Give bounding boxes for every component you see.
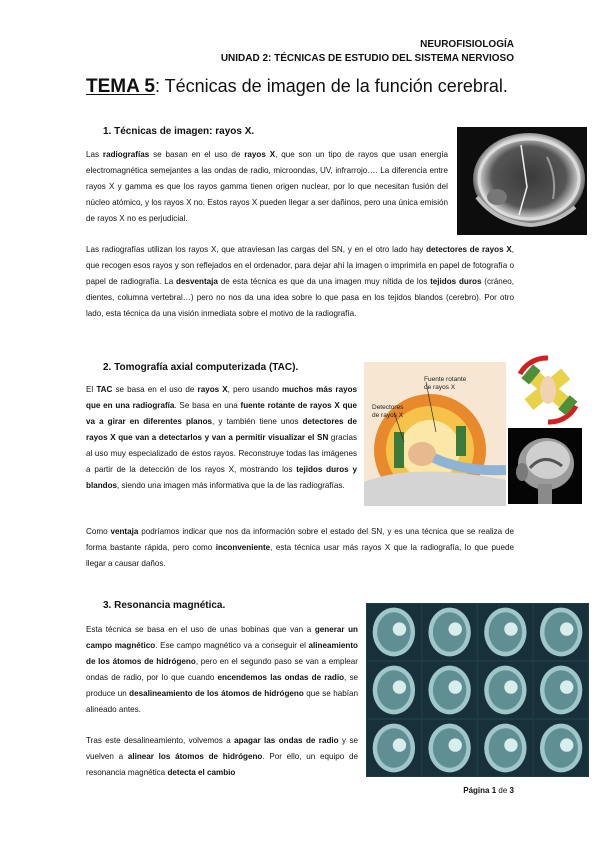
tac-source-label: Fuente rotante de rayos X [424, 376, 467, 391]
tac-scanner-illustration [364, 362, 506, 506]
text-run: se basa en el uso de [112, 385, 198, 394]
text-run: y se vuelven a [86, 736, 359, 761]
mri-slice [367, 604, 421, 660]
section2-paragraph1 [86, 382, 357, 494]
text-run: , y también tiene unos [212, 417, 303, 426]
footer-current: 1 [491, 786, 497, 795]
section1-paragraph2 [86, 242, 514, 322]
text-run: El [86, 385, 97, 394]
text-run: generar un campo magnético [86, 625, 358, 650]
skull-xray-image [457, 127, 587, 235]
mri-slice [534, 604, 588, 660]
mri-slice [534, 720, 588, 776]
section2-heading: 2. Tomografía axial computerizada (TAC). [103, 362, 299, 373]
mri-slices-grid [366, 603, 589, 777]
text-run: detecta el cambio [167, 768, 236, 777]
text-run: encendemos las ondas de radio [217, 673, 345, 682]
text-run: rayos X [197, 385, 228, 394]
section3-heading: 3. Resonancia magnética. [103, 600, 226, 611]
mri-slice [479, 662, 533, 718]
text-run: tejidos duros y blandos [86, 465, 357, 490]
tac-detectors-label: Detectores de rayos X [372, 404, 404, 419]
text-run: , siendo una imagen más informativa que la de las radiografías. [117, 481, 345, 490]
text-run: . Ese campo magnético va a conseguir el [155, 641, 309, 650]
text-run: . Se basa en una [174, 401, 241, 410]
section2-paragraph2 [86, 524, 514, 572]
text-run: de esta técnica es que da una imagen muy nítida de los [217, 277, 431, 286]
text-run: , que recogen esos rayos y son reflejados en el ordenador, para dejar ahí la imagen o imprimirla en papel de fotografía o papel de radiografía. La [86, 245, 514, 286]
text-run: desalineamiento de los átomos de hidrógeno [129, 689, 304, 698]
mri-slice [423, 662, 477, 718]
title-rest: : Técnicas de imagen de la función cerebral. [154, 76, 508, 96]
text-run: TAC [96, 385, 113, 394]
page-number [463, 786, 514, 795]
text-run: se basan en el uso de [149, 150, 245, 159]
header-subject: NEUROFISIOLOGÍA [420, 39, 514, 50]
text-run: alineamiento de los átomos de hidrógeno [86, 641, 358, 666]
text-run: Las radiografías utilizan los rayos X, que atraviesan las cargas del SN, y en el otro lado hay [86, 245, 427, 254]
header-unit: UNIDAD 2: TÉCNICAS DE ESTUDIO DEL SISTEMA NERVIOSO [220, 53, 514, 64]
footer-total: 3 [509, 786, 514, 795]
text-run: apagar las ondas de radio [234, 736, 339, 745]
text-run: Esta técnica se basa en el uso de unas bobinas que van a [86, 625, 315, 634]
text-run: tejidos duros [430, 277, 482, 286]
sagittal-head-scan [508, 428, 582, 504]
text-run: gracias al uso muy especializado de estos rayos. Reconstruye todas las imágenes a partir de la detección de los rayos X, mostrando los [86, 433, 357, 474]
mri-slice [423, 720, 477, 776]
text-run: inconveniente [215, 543, 271, 552]
mri-slice [479, 720, 533, 776]
section1-heading: 1. Técnicas de imagen: rayos X. [103, 126, 255, 137]
page-title [86, 76, 508, 98]
text-run: fuente rotante de rayos X que va a girar en diferentes planos [86, 401, 357, 426]
text-run: desventaja [176, 277, 218, 286]
text-run: detectores de rayos X que van a detectarlos y van a permitir visualizar el SN [86, 417, 357, 442]
text-run: muchos más rayos que en una radiografía [86, 385, 358, 410]
text-run: , pero usando [227, 385, 282, 394]
footer-pagina: Página [463, 786, 490, 795]
mri-slice [367, 662, 421, 718]
text-run: alinear los átomos de hidrógeno [127, 752, 263, 761]
text-run: Tras este desalineamiento, volvemos a [86, 736, 235, 745]
mri-slice [367, 720, 421, 776]
footer-de: de [498, 786, 508, 795]
section3-paragraph1 [86, 622, 358, 718]
text-run: podríamos indicar que nos da información sobre el estado del SN, y es una técnica que se realiza de forma bastante rápida, pero como [86, 527, 514, 552]
mri-slice [534, 662, 588, 718]
text-run: (cráneo, dientes, columna vertebral…) pero no nos da una idea sobre lo que pasa en los tejidos blandos (cerebro). Por otro lado, esta técnica da una visión inmediata sobre el motivo de la radiografía. [86, 277, 514, 318]
section1-paragraph1 [86, 147, 448, 227]
mri-slice [479, 604, 533, 660]
text-run: rayos X [244, 150, 276, 159]
text-run: radiografías [102, 150, 150, 159]
text-run: Las [86, 150, 103, 159]
text-run: , esta técnica usar más rayos X que la radiografía, lo que puede llegar a causar daños. [86, 543, 514, 568]
text-run: . Por ello, un equipo de resonancia magnética [86, 752, 358, 777]
text-run: ventaja [110, 527, 139, 536]
text-run: , se produce un [86, 673, 358, 698]
section3-paragraph2 [86, 733, 358, 781]
rotation-diagram [506, 352, 590, 428]
text-run: , pero en el segundo paso se van a emplear ondas de radio, por lo que cuando [86, 657, 358, 682]
text-run: Como [86, 527, 111, 536]
text-run: detectores de rayos X [426, 245, 512, 254]
text-run: que se habían alineado antes. [86, 689, 358, 714]
mri-slice [423, 604, 477, 660]
title-tema: TEMA 5 [86, 76, 155, 97]
text-run: , que son un tipo de rayos que usan energía electromagnética semejantes a las ondas de radio, microondas, UV, infrarrojo…. La diferencia entre rayos X y gamma es que los rayos gamma tienen origen nuclear, por lo que necesitan fusión del núcleo atómico, y los rayos X no. Estos rayos X pueden llegar a ser dañinos, pero una única emisión de rayos X no es perjudicial. [86, 150, 448, 223]
